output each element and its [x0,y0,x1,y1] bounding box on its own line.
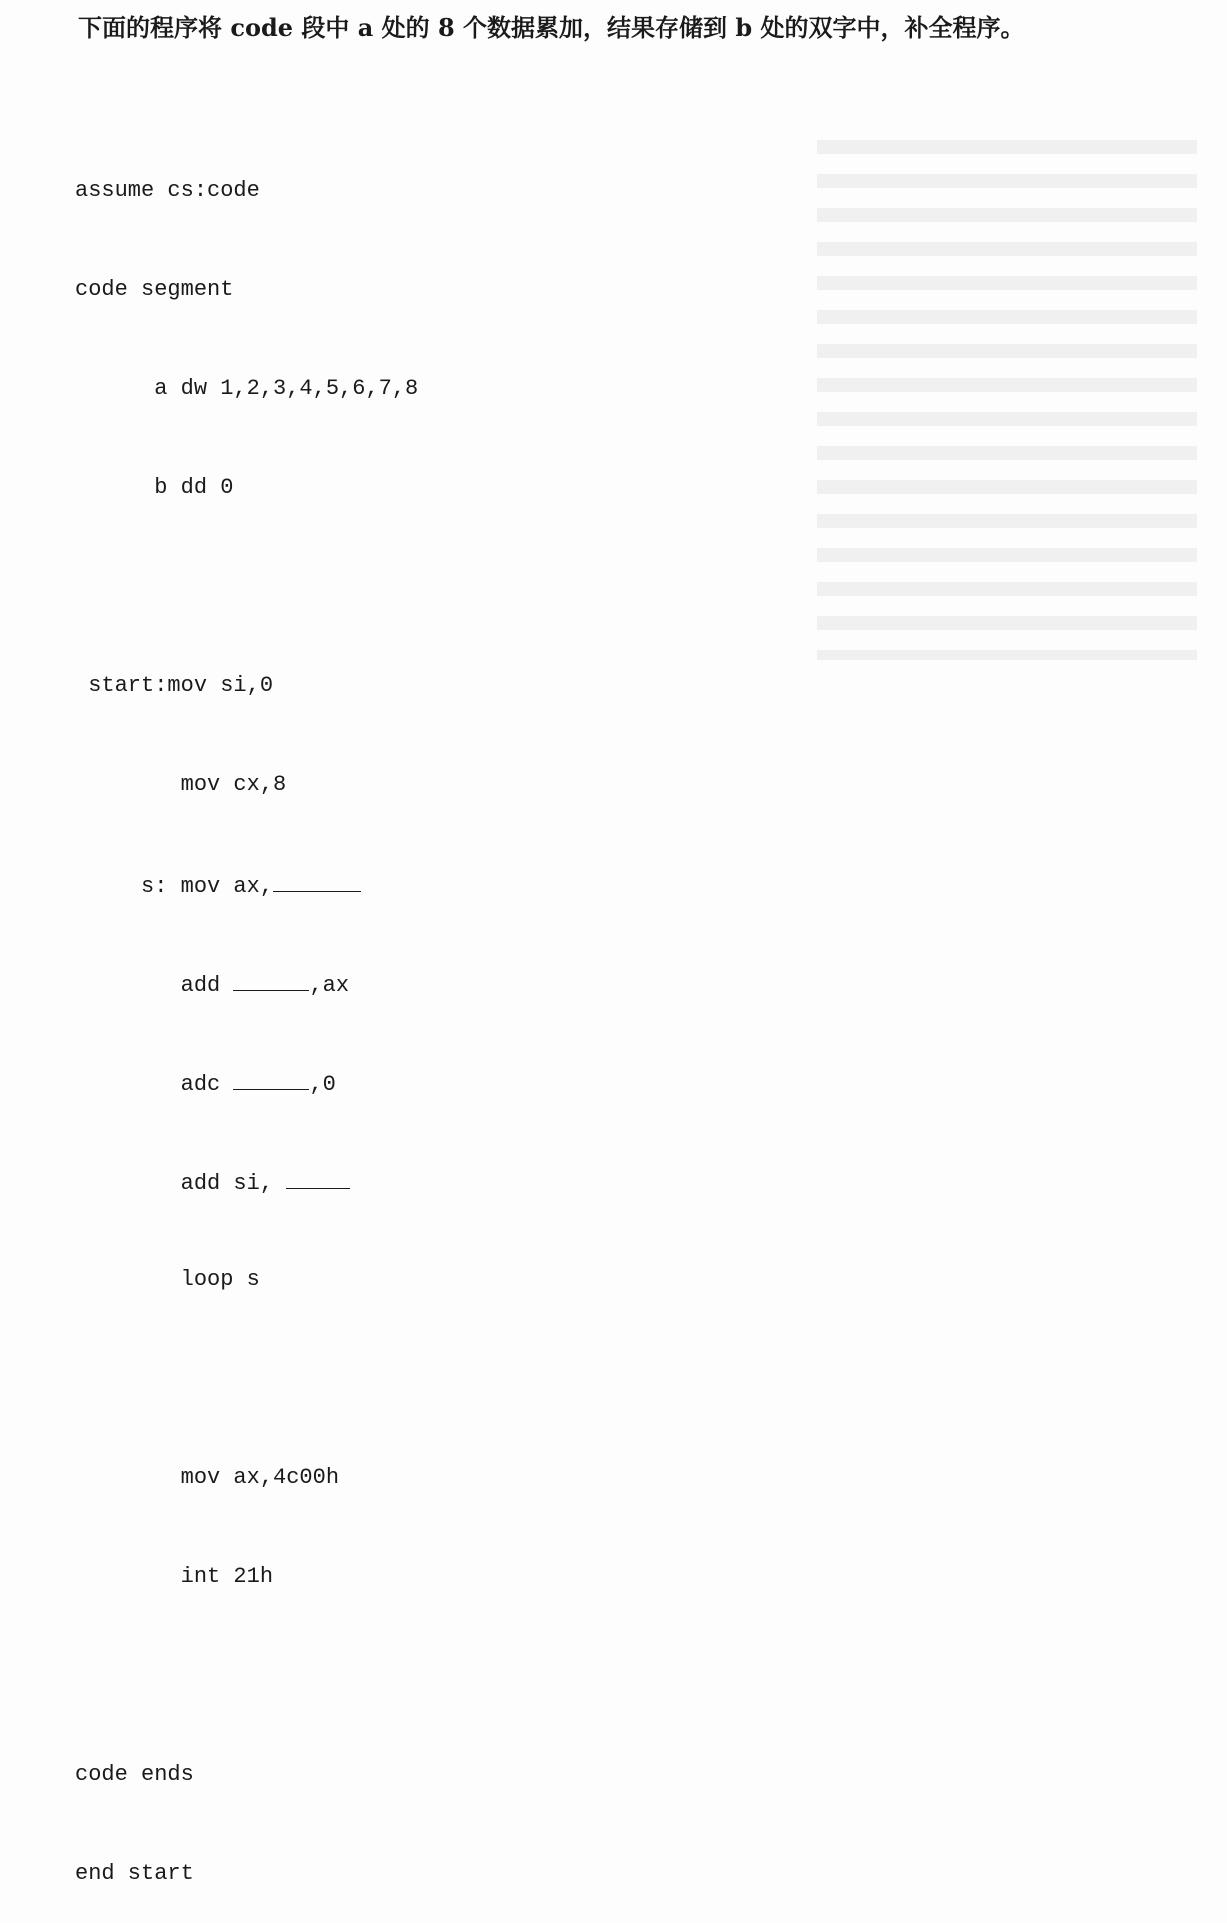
code-line-data-b: b dd 0 [75,475,234,500]
problem-statement: 下面的程序将 code 段中 a 处的 8 个数据累加，结果存储到 b 处的双字中，补全程序。 [78,13,1025,42]
empty-line [75,1362,418,1395]
code-line-end-start: end start [75,1861,194,1886]
code-line-assume: assume cs:code [75,178,260,203]
code-line-mov-ax [75,867,418,900]
code-line-segment: code segment [75,277,234,302]
bleed-through-background [817,140,1197,660]
code-line-int: int 21h [75,1564,274,1589]
code-line-start: start:mov si,0 [75,673,274,698]
code-text: ,0 [309,1072,336,1097]
assembly-code-listing [75,108,418,1923]
code-line-loop: loop s [75,1267,260,1292]
code-text: s: mov ax, [75,874,274,899]
fill-in-blank-3[interactable] [233,1065,309,1090]
fill-in-blank-2[interactable] [233,966,309,991]
code-line-adc [75,1065,418,1098]
code-line-add-si [75,1164,418,1197]
empty-line [75,570,418,603]
code-text: add si, [75,1171,287,1196]
code-line-add [75,966,418,999]
fill-in-blank-1[interactable] [273,867,361,892]
code-text: adc [75,1072,234,1097]
code-line-data-a: a dw 1,2,3,4,5,6,7,8 [75,376,419,401]
code-text: ,ax [309,973,350,998]
code-line-ends: code ends [75,1762,194,1787]
code-line-mov-cx: mov cx,8 [75,772,287,797]
code-text: add [75,973,234,998]
empty-line [75,1659,418,1692]
code-line-mov-exit: mov ax,4c00h [75,1465,340,1490]
fill-in-blank-4[interactable] [286,1164,350,1189]
